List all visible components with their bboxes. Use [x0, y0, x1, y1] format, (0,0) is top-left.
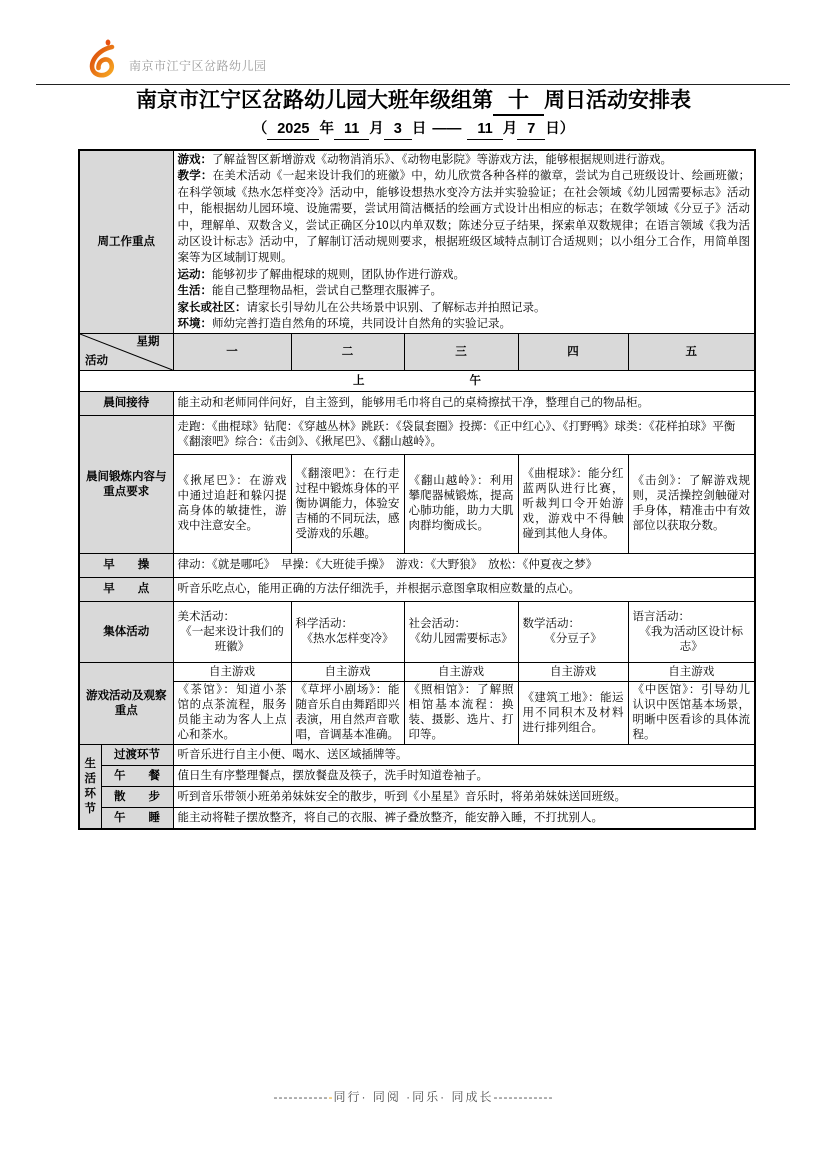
- snack-label: 早 点: [79, 578, 173, 602]
- date-end-month: 11: [467, 119, 502, 140]
- row-day-header: [79, 334, 755, 371]
- focus-item-family: [178, 300, 751, 316]
- activity-title: 《热水怎样变冷》: [301, 633, 394, 646]
- date-range: [0, 119, 827, 140]
- game-wed: 《照相馆》：了解照相馆基本流程：换装、摄影、选片、打印等。: [404, 682, 518, 745]
- lunch-content: 值日生有序整理餐点，摆放餐盘及筷子，洗手时知道卷袖子。: [173, 766, 755, 787]
- session-char-1: 上: [353, 374, 365, 387]
- row-morning-snack: [79, 578, 755, 602]
- focus-item-life: [178, 283, 751, 299]
- game-fri: 《中医馆》：引导幼儿认识中医馆基本场景，明晰中医看诊的具体流程。: [628, 682, 755, 745]
- collective-thu: [518, 602, 628, 663]
- page-title: [0, 88, 827, 116]
- collective-wed: [404, 602, 518, 663]
- row-lunch: [79, 766, 755, 787]
- walk-content: 听到音乐带领小班弟弟妹妹安全的散步，听到《小星星》音乐时，将弟弟妹妹送回班级。: [173, 787, 755, 808]
- row-morning-drill: [79, 554, 755, 578]
- lunch-label: 午 餐: [101, 766, 173, 787]
- footer-accent-dash: -: [328, 1090, 334, 1104]
- row-free-play: [79, 663, 755, 682]
- free-play-tue: 自主游戏: [291, 663, 404, 682]
- activity-title: 《幼儿园需要标志》: [409, 633, 513, 646]
- row-exercise-summary: [79, 416, 755, 455]
- exercise-label: 晨间锻炼内容与重点要求: [79, 416, 173, 554]
- focus-text: 在美术活动《一起来设计我们的班徽》中，幼儿欣赏各种各样的徽章，尝试为自己班级设计、绘画班徽；在科学领域《热水怎样变冷》活动中，能够设想热水变冷方法并实验验证；在社会领域《幼儿园需要标志》活动中，能根据幼儿园环境、设施需要，尝试用简洁概括的绘画方式设计出相应的标志；在数学领域《分豆子》活动中，理解单、双数含义，尝试正确区分10以内单双数；陈述分豆子结果，探索单双数规律；在语言领域《我为活动区设计标志》活动中，了解制订活动规则要求，根据班级区域特点制订合适规则；以小组分工合作，用简单图案等为区域制订规则。: [177, 170, 751, 265]
- day-header-tue: 二: [291, 334, 404, 371]
- date-start-month: 11: [334, 119, 369, 140]
- day-header-mon: 一: [173, 334, 291, 371]
- date-close-paren: ）: [559, 121, 575, 137]
- transition-content: 听音乐进行自主小便、喝水、送区域插牌等。: [173, 745, 755, 766]
- collective-tue: [291, 602, 404, 663]
- row-walk: [79, 787, 755, 808]
- free-play-mon: 自主游戏: [173, 663, 291, 682]
- date-year-value: 2025: [267, 119, 319, 140]
- focus-text: 能够初步了解曲棍球的规则，团队协作进行游戏。: [212, 268, 465, 281]
- row-morning-reception: [79, 392, 755, 416]
- date-start-day: 3: [384, 119, 412, 140]
- game-tue: 《草坪小剧场》：能随音乐自由舞蹈即兴表演，用自然声音歌唱，音调基本准确。: [291, 682, 404, 745]
- focus-prefix: 游戏：: [177, 154, 212, 166]
- activity-type: 社会活动：: [408, 618, 466, 631]
- focus-prefix: 家长或社区：: [177, 301, 247, 314]
- games-label: 游戏活动及观察重点: [79, 663, 173, 745]
- row-game-observation: [79, 682, 755, 745]
- date-year-unit: 年: [319, 121, 334, 137]
- row-transition: [79, 745, 755, 766]
- page-footer: [0, 1088, 827, 1105]
- collective-mon: [173, 602, 291, 663]
- focus-item-environment: [178, 316, 751, 332]
- game-thu: 《建筑工地》：能运用不同积木及材料进行排列组合。: [518, 682, 628, 745]
- activity-title: 《一起来设计我们的班徽》: [180, 625, 284, 653]
- corner-header-cell: [79, 334, 173, 371]
- date-open-paren: （: [252, 121, 268, 137]
- exercise-tue: 《翻滚吧》：在行走过程中锻炼身体的平衡协调能力，体验安吉桶的不同玩法，感受游戏的乐趣。: [291, 455, 404, 554]
- week-focus-content: [173, 150, 755, 334]
- game-mon: 《茶馆》：知道小茶馆的点茶流程，服务员能主动为客人上点心和茶水。: [173, 682, 291, 745]
- title-prefix: 南京市江宁区岔路幼儿园大班年级组第: [136, 89, 493, 112]
- activity-title: 《分豆子》: [544, 633, 602, 646]
- snack-content: 听音乐吃点心，能用正确的方法仔细洗手，并根据示意图拿取相应数量的点心。: [173, 578, 755, 602]
- life-section-label: 生活环节: [79, 745, 101, 829]
- free-play-fri: 自主游戏: [628, 663, 755, 682]
- free-play-thu: 自主游戏: [518, 663, 628, 682]
- row-week-focus: [79, 150, 755, 334]
- footer-dashes-left: -----------: [273, 1090, 329, 1104]
- date-separator: ——: [432, 121, 462, 137]
- exercise-fri: 《击剑》：了解游戏规则，灵活操控剑触碰对手身体，精准击中有效部位以获取分数。: [628, 455, 755, 554]
- date-day-unit-2: 日: [545, 121, 560, 137]
- session-char-2: 午: [469, 374, 482, 387]
- exercise-mon: 《揪尾巴》：在游戏中通过追赶和躲闪提高身体的敏捷性，游戏中注意安全。: [173, 455, 291, 554]
- focus-prefix: 生活：: [177, 285, 212, 298]
- corner-label-activity: 活动: [85, 355, 108, 368]
- date-month-unit-1: 月: [369, 121, 384, 137]
- exercise-wed: 《翻山越岭》：利用攀爬器械锻炼，提高心肺功能，助力大肌肉群均衡成长。: [404, 455, 518, 554]
- header-divider: [36, 84, 790, 85]
- date-day-unit-1: 日: [411, 121, 427, 137]
- schedule-table: [78, 149, 756, 830]
- free-play-wed: 自主游戏: [404, 663, 518, 682]
- focus-text: 了解益智区新增游戏《动物消消乐》、《动物电影院》等游戏方法，能够根据规则进行游戏。: [212, 154, 672, 166]
- title-week-number: 十: [493, 88, 544, 116]
- transition-label: 过渡环节: [101, 745, 173, 766]
- footer-dashes-right: ------------: [493, 1090, 554, 1104]
- activity-type: 科学活动：: [295, 618, 353, 631]
- focus-prefix: 教学：: [177, 170, 213, 183]
- week-focus-label: 周工作重点: [79, 150, 173, 334]
- collective-label: 集体活动: [79, 602, 173, 663]
- walk-label: 散 步: [101, 787, 173, 808]
- document-body: [0, 88, 827, 830]
- exercise-thu: 《曲棍球》：能分红蓝两队进行比赛，听裁判口令开始游戏，游戏中不得触碰到其他人身体。: [518, 455, 628, 554]
- collective-fri: [628, 602, 755, 663]
- focus-prefix: 运动：: [177, 268, 212, 281]
- focus-text: 师幼完善打造自然角的环境，共同设计自然角的实验记录。: [212, 318, 511, 331]
- row-nap: [79, 808, 755, 829]
- day-header-fri: 五: [628, 334, 755, 371]
- focus-prefix: 环境：: [177, 318, 212, 331]
- date-month-unit-2: 月: [502, 121, 518, 137]
- school-logo: [84, 38, 267, 78]
- date-end-day: 7: [517, 119, 545, 140]
- focus-item-sport: [178, 267, 751, 283]
- activity-type: 美术活动：: [177, 610, 235, 623]
- activity-title: 《我为活动区设计标志》: [639, 625, 744, 653]
- logo-swirl-icon: [84, 38, 126, 78]
- nap-label: 午 睡: [101, 808, 173, 829]
- drill-content: 律动：《就是哪吒》 早操：《大班徒手操》 游戏：《大野狼》 放松：《仲夏夜之梦》: [173, 554, 755, 578]
- reception-label: 晨间接待: [79, 392, 173, 416]
- day-header-thu: 四: [518, 334, 628, 371]
- focus-item-teaching: [178, 168, 751, 266]
- row-exercise-days: [79, 455, 755, 554]
- reception-content: 能主动和老师同伴问好，自主签到，能够用毛巾将自己的桌椅擦拭干净，整理自己的物品柜。: [173, 392, 755, 416]
- activity-type: 数学活动：: [522, 618, 580, 631]
- exercise-summary: 走跑：《曲棍球》钻爬：《穿越丛林》跳跃：《袋鼠套圈》投掷：《正中红心》、《打野鸭》球类：《花样拍球》平衡《翻滚吧》综合：《击剑》、《揪尾巴》、《翻山越岭》。: [173, 416, 755, 455]
- footer-motto: 同行· 同阅 ·同乐· 同成长: [333, 1090, 494, 1104]
- row-collective-activity: [79, 602, 755, 663]
- activity-type: 语言活动：: [632, 610, 690, 623]
- session-cell: [79, 371, 755, 392]
- nap-content: 能主动将鞋子摆放整齐，将自己的衣服、裤子叠放整齐，能安静入睡，不打扰别人。: [173, 808, 755, 829]
- focus-text: 请家长引导幼儿在公共场景中识别、了解标志并拍照记录。: [246, 301, 546, 314]
- day-header-wed: 三: [404, 334, 518, 371]
- logo-school-name: 南京市江宁区岔路幼儿园: [129, 59, 267, 73]
- corner-label-week: 星期: [136, 336, 160, 349]
- focus-text: 能自己整理物品柜，尝试自己整理衣服裤子。: [212, 285, 442, 298]
- row-session-morning: [79, 371, 755, 392]
- focus-item-games: [178, 152, 751, 168]
- drill-label: 早 操: [79, 554, 173, 578]
- title-suffix: 周日活动安排表: [544, 89, 691, 112]
